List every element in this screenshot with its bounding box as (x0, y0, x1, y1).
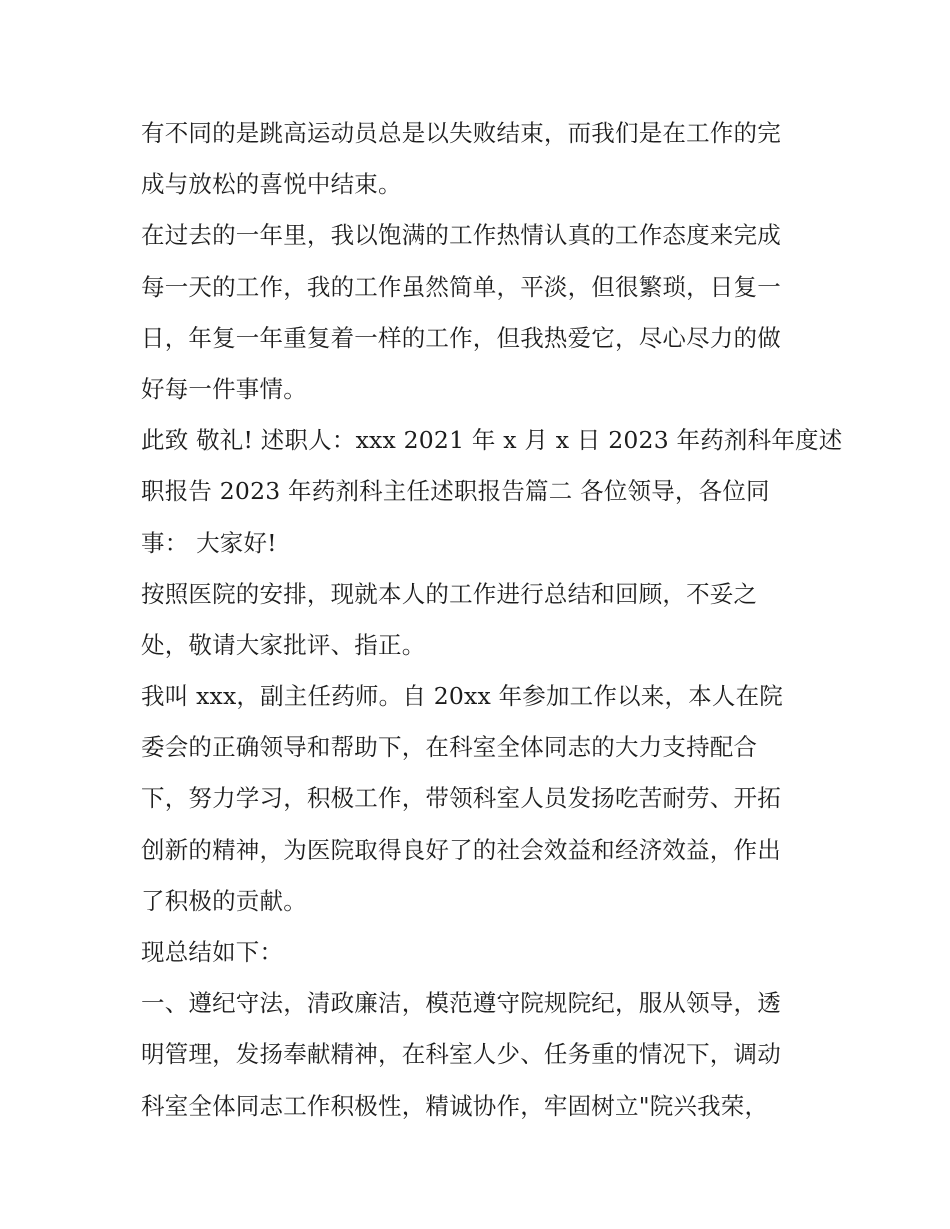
text-line: 有不同的是跳高运动员总是以失败结束，而我们是在工作的完 (141, 119, 781, 147)
text-line: 好每一件事情。 (141, 374, 307, 403)
text-line: 我叫 xxx，副主任药师。自 20xx 年参加工作以来，本人在院 (141, 682, 783, 711)
text-line: 成与放松的喜悦中结束。 (141, 170, 402, 199)
text-line: 日，年复一年重复着一样的工作，但我热爱它，尽心尽力的做 (141, 323, 781, 352)
text-line: 在过去的一年里，我以饱满的工作热情认真的工作态度来完成 (141, 221, 781, 250)
text-line: 创新的精神，为医院取得良好了的社会效益和经济效益，作出 (141, 835, 781, 864)
text-line: 明管理，发扬奉献精神，在科室人少、任务重的情况下，调动 (141, 1040, 781, 1069)
text-line: 现总结如下： (141, 938, 284, 966)
text-line: 了积极的贡献。 (141, 886, 307, 915)
document-body (141, 108, 843, 1132)
text-line: 事： 大家好! (141, 528, 277, 557)
text-line: 按照医院的安排，现就本人的工作进行总结和回顾，不妥之 (141, 579, 758, 608)
text-line: 此致 敬礼! 述职人：xxx 2021 年 x 月 x 日 2023 年药剂科年度述 (141, 426, 843, 455)
text-line: 处，敬请大家批评、指正。 (141, 630, 426, 659)
text-line: 下，努力学习，积极工作，带领科室人员发扬吃苦耐劳、开拓 (141, 784, 781, 813)
text-line: 委会的正确领导和帮助下，在科室全体同志的大力支持配合 (141, 733, 758, 762)
text-line: 职报告 2023 年药剂科主任述职报告篇二 各位领导，各位同 (141, 477, 770, 506)
text-line: 科室全体同志工作积极性，精诚协作，牢固树立"院兴我荣， (141, 1091, 769, 1120)
text-line: 每一天的工作，我的工作虽然简单，平淡，但很繁琐，日复一 (141, 272, 781, 301)
text-line: 一、遵纪守法，清政廉洁，模范遵守院规院纪，服从领导，透 (141, 989, 781, 1018)
